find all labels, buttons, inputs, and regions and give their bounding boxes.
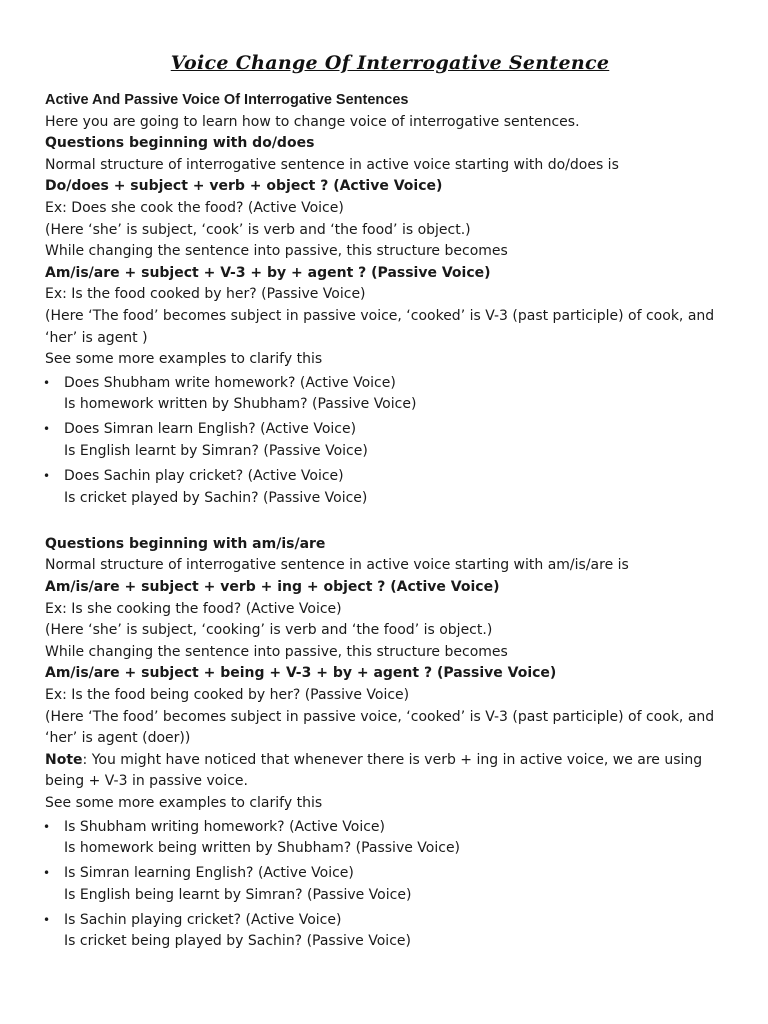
list-item xyxy=(45,466,735,509)
example-active: Is Simran learning English? (Active Voice) xyxy=(64,865,354,882)
passive-explanation: (Here ‘The food’ becomes subject in passive voice, ‘cooked’ is V-3 (past participle) of cook, and ‘her’ is agent ) xyxy=(45,307,715,346)
active-example: Ex: Is she cooking the food? (Active Voice) xyxy=(45,600,342,617)
more-examples-label: See some more examples to clarify this xyxy=(45,351,323,368)
active-explanation: (Here ‘she’ is subject, ‘cooking’ is verb and ‘the food’ is object.) xyxy=(45,622,493,639)
active-example: Ex: Does she cook the food? (Active Voice) xyxy=(45,199,344,216)
bullet-icon: • xyxy=(43,912,51,927)
list-item xyxy=(45,817,735,860)
passive-example: Ex: Is the food being cooked by her? (Passive Voice) xyxy=(45,686,410,703)
example-active: Does Sachin play cricket? (Active Voice) xyxy=(64,468,344,485)
example-active: Does Simran learn English? (Active Voice) xyxy=(64,421,357,438)
example-passive: Is homework written by Shubham? (Passive Voice) xyxy=(64,396,417,413)
passive-formula: Am/is/are + subject + being + V-3 + by + agent ? (Passive Voice) xyxy=(45,665,557,682)
note-paragraph xyxy=(45,750,735,793)
active-explanation: (Here ‘she’ is subject, ‘cook’ is verb and ‘the food’ is object.) xyxy=(45,221,471,238)
passive-formula: Am/is/are + subject + V-3 + by + agent ? (Passive Voice) xyxy=(45,264,491,281)
example-active: Is Sachin playing cricket? (Active Voice) xyxy=(64,911,342,928)
bullet-icon: • xyxy=(43,422,51,437)
subheading-am-is-are: Questions beginning with am/is/are xyxy=(45,535,326,552)
bullet-icon: • xyxy=(43,375,51,390)
example-active: Is Shubham writing homework? (Active Voice) xyxy=(64,818,386,835)
document-page xyxy=(45,52,735,957)
example-passive: Is cricket being played by Sachin? (Passive Voice) xyxy=(64,933,411,950)
list-item xyxy=(45,419,735,462)
examples-list xyxy=(45,373,735,510)
note-label: Note xyxy=(45,751,83,768)
bullet-icon: • xyxy=(43,866,51,881)
subheading-do-does: Questions beginning with do/does xyxy=(45,135,315,152)
list-item xyxy=(45,863,735,906)
note-text: : You might have noticed that whenever there is verb + ing in active voice, we are using being + V-3 in passive voice. xyxy=(45,751,703,790)
list-item xyxy=(45,373,735,416)
bullet-icon: • xyxy=(43,469,51,484)
section-spacer xyxy=(45,513,735,534)
example-passive: Is cricket played by Sachin? (Passive Voice) xyxy=(64,489,368,506)
passive-example: Ex: Is the food cooked by her? (Passive Voice) xyxy=(45,286,366,303)
structure-intro: Normal structure of interrogative sentence in active voice starting with am/is/are is xyxy=(45,557,629,574)
active-formula: Am/is/are + subject + verb + ing + object ? (Active Voice) xyxy=(45,578,500,595)
example-passive: Is English learnt by Simran? (Passive Voice) xyxy=(64,443,368,459)
section-heading: Active And Passive Voice Of Interrogative Sentences xyxy=(45,92,409,108)
passive-explanation: (Here ‘The food’ becomes subject in passive voice, ‘cooked’ is V-3 (past participle) of cook, and ‘her’ is agent (doer)) xyxy=(45,708,715,747)
bullet-icon: • xyxy=(43,819,51,834)
active-formula: Do/does + subject + verb + object ? (Active Voice) xyxy=(45,178,443,195)
example-passive: Is homework being written by Shubham? (Passive Voice) xyxy=(64,840,461,857)
document-title: Voice Change Of Interrogative Sentence xyxy=(170,52,610,74)
intro-text: Here you are going to learn how to change voice of interrogative sentences. xyxy=(45,113,580,130)
example-passive: Is English being learnt by Simran? (Passive Voice) xyxy=(64,886,412,903)
structure-intro: Normal structure of interrogative sentence in active voice starting with do/does is xyxy=(45,156,619,173)
list-item xyxy=(45,910,735,953)
more-examples-label: See some more examples to clarify this xyxy=(45,794,323,811)
passive-intro: While changing the sentence into passive, this structure becomes xyxy=(45,643,508,660)
passive-intro: While changing the sentence into passive, this structure becomes xyxy=(45,243,508,260)
examples-list xyxy=(45,817,735,954)
example-active: Does Shubham write homework? (Active Voice) xyxy=(64,374,396,391)
